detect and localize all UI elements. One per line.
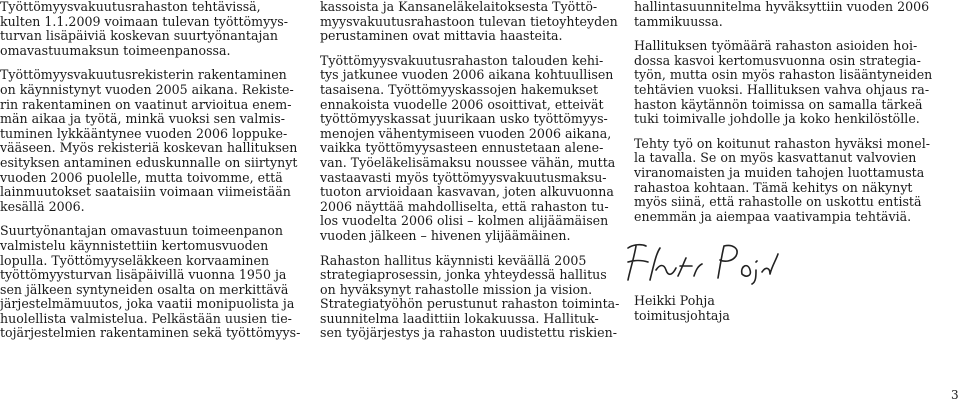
text-line: tojärjestelmien rakentaminen sekä työttömyys- [0, 325, 301, 341]
text-line: tuminen lykkääntynee vuoden 2006 loppuke- [0, 125, 288, 141]
text-line: vaikka työttömyysasteen ennustetaan alene- [320, 140, 604, 156]
text-line: vääseen. Myös rekisteriä koskevan hallituksen [0, 140, 298, 156]
text-line: Työttömyysvakuutusrekisterin rakentaminen [0, 67, 287, 83]
text-line: perustaminen ovat mittavia haasteita. [320, 28, 563, 44]
text-line: kassoista ja Kansaneläkelaitoksesta Työttö- [320, 0, 598, 14]
signer-name: Heikki Pohja [634, 293, 715, 308]
text-line: Strategiatyöhön perustunut rahaston toiminta- [320, 296, 620, 312]
paragraph [320, 254, 620, 342]
text-line: on käynnistynyt vuoden 2005 aikana. Rekiste- [0, 81, 294, 97]
text-line: tuki toimivalle johdolle ja koko henkilöstölle. [634, 111, 920, 127]
text-line: tehtävien vuoksi. Hallituksen vahva ohjaus ra- [634, 81, 930, 97]
text-line: esityksen antaminen eduskunnalle on siirtynyt [0, 154, 298, 170]
text-line: tammikuussa. [634, 13, 723, 29]
text-line: Suurtyönantajan omavastuun toimeenpanon [0, 223, 283, 239]
text-line: hallintasuunnitelma hyväksyttiin vuoden 2006 [634, 0, 930, 14]
text-line: turvan lisäpäiviä koskevan suurtyönantajan [0, 28, 278, 44]
text-line: järjestelmämuutos, joka vaatii monipuolista ja [0, 296, 295, 312]
paragraph [634, 137, 959, 225]
text-line: tasaisena. Työttömyyskassojen hakemukset [320, 81, 599, 97]
paragraph [0, 224, 312, 341]
text-line: rin rakentaminen on vaatinut arvioitua enem- [0, 96, 292, 112]
text-line: viranomaisten ja muiden tahojen luottamusta [634, 164, 925, 180]
text-line: haston käytännön toimissa on samalla tärkeä [634, 96, 923, 112]
text-column-1 [0, 0, 312, 351]
text-line: dossa kasvoi kertomusvuonna osin strategia- [634, 52, 921, 68]
text-line: vuoden jälkeen – hivenen ylijäämäinen. [320, 227, 571, 243]
text-line: Työttömyysvakuutusrahaston talouden kehi- [320, 52, 604, 68]
text-line: työn, mutta osin myös rahaston lisääntyneiden [634, 67, 933, 83]
text-line: menojen vähentymiseen vuoden 2006 aikana, [320, 125, 612, 141]
text-line: vastaavasti myös työttömyysvakuutusmaksu- [320, 169, 607, 185]
text-line: on hyväksynyt rahastolle mission ja vision. [320, 281, 593, 297]
text-column-2 [320, 0, 620, 351]
text-line: työttömyyskassat juurikaan usko työttömyys- [320, 111, 608, 127]
text-line: Työttömyysvakuutusrahaston tehtävissä, [0, 0, 261, 14]
text-line: strategiaprosessin, jonka yhteydessä hallitus [320, 267, 607, 283]
text-line: Tehty työ on koitunut rahaston hyväksi monel- [634, 135, 931, 151]
text-line: huolellista valmistelua. Pelkästään uusien tie- [0, 310, 292, 326]
text-line: van. Työeläkelisämaksu noussee vähän, mutta [320, 154, 616, 170]
page-number: 3 [951, 388, 959, 402]
text-line: los vuodelta 2006 olisi – kolmen alijäämäisen [320, 213, 609, 229]
text-line: Rahaston hallitus käynnisti keväällä 2005 [320, 252, 587, 268]
text-line: valmistelu käynnistettiin kertomusvuoden [0, 237, 269, 253]
text-line: sen jälkeen syntyneiden osalta on merkittävä [0, 281, 289, 297]
text-line: Hallituksen työmäärä rahaston asioiden hoi- [634, 38, 918, 54]
signer-title: toimitusjohtaja [634, 307, 730, 323]
text-line: työttömyysturvan lisäpäivillä vuonna 1950 ja [0, 267, 287, 283]
paragraph [320, 0, 620, 44]
text-line: kesällä 2006. [0, 198, 85, 214]
paragraph [320, 54, 620, 244]
paragraph [0, 0, 312, 58]
text-line: 2006 näyttää mahdolliselta, että rahaston tu- [320, 198, 609, 214]
text-line: myös siinä, että rahastolle on uskottu entistä [634, 194, 922, 210]
text-line: sen työjärjestys ja rahaston uudistettu riskien- [320, 325, 617, 341]
text-line: rahastoa kohtaan. Tämä kehitys on näkynyt [634, 179, 913, 195]
text-line: kulten 1.1.2009 voimaan tulevan työttömyys- [0, 13, 289, 29]
text-line: tys jatkunee vuoden 2006 aikana kohtuullisen [320, 67, 614, 83]
text-line: la tavalla. Se on myös kasvattanut valvovien [634, 150, 917, 166]
text-line: män aikaa ja työtä, minkä vuoksi sen valmis- [0, 111, 286, 127]
text-line: lainmuutokset saataisiin voimaan viimeistään [0, 184, 291, 200]
paragraph [634, 39, 959, 127]
handwritten-signature [620, 240, 790, 286]
text-line: suunnitelma laadittiin lokakuussa. Hallituk- [320, 310, 599, 326]
text-line: lopulla. Työttömyyseläkkeen korvaaminen [0, 252, 270, 268]
paragraph [0, 68, 312, 214]
text-line: ennakoista vuodelle 2006 osoittivat, etteivät [320, 96, 604, 112]
signature-block [634, 294, 730, 323]
text-line: vuoden 2006 puolelle, mutta toivomme, että [0, 169, 283, 185]
text-column-3 [634, 0, 959, 234]
text-line: myysvakuutusrahastoon tulevan tietoyhteyden [320, 13, 618, 29]
text-line: omavastuumaksun toimeenpanossa. [0, 42, 231, 58]
paragraph [634, 0, 959, 29]
text-line: enemmän ja aiempaa vaativampia tehtäviä. [634, 208, 912, 224]
text-line: tuoton arvioidaan kasvavan, joten alkuvuonna [320, 184, 614, 200]
